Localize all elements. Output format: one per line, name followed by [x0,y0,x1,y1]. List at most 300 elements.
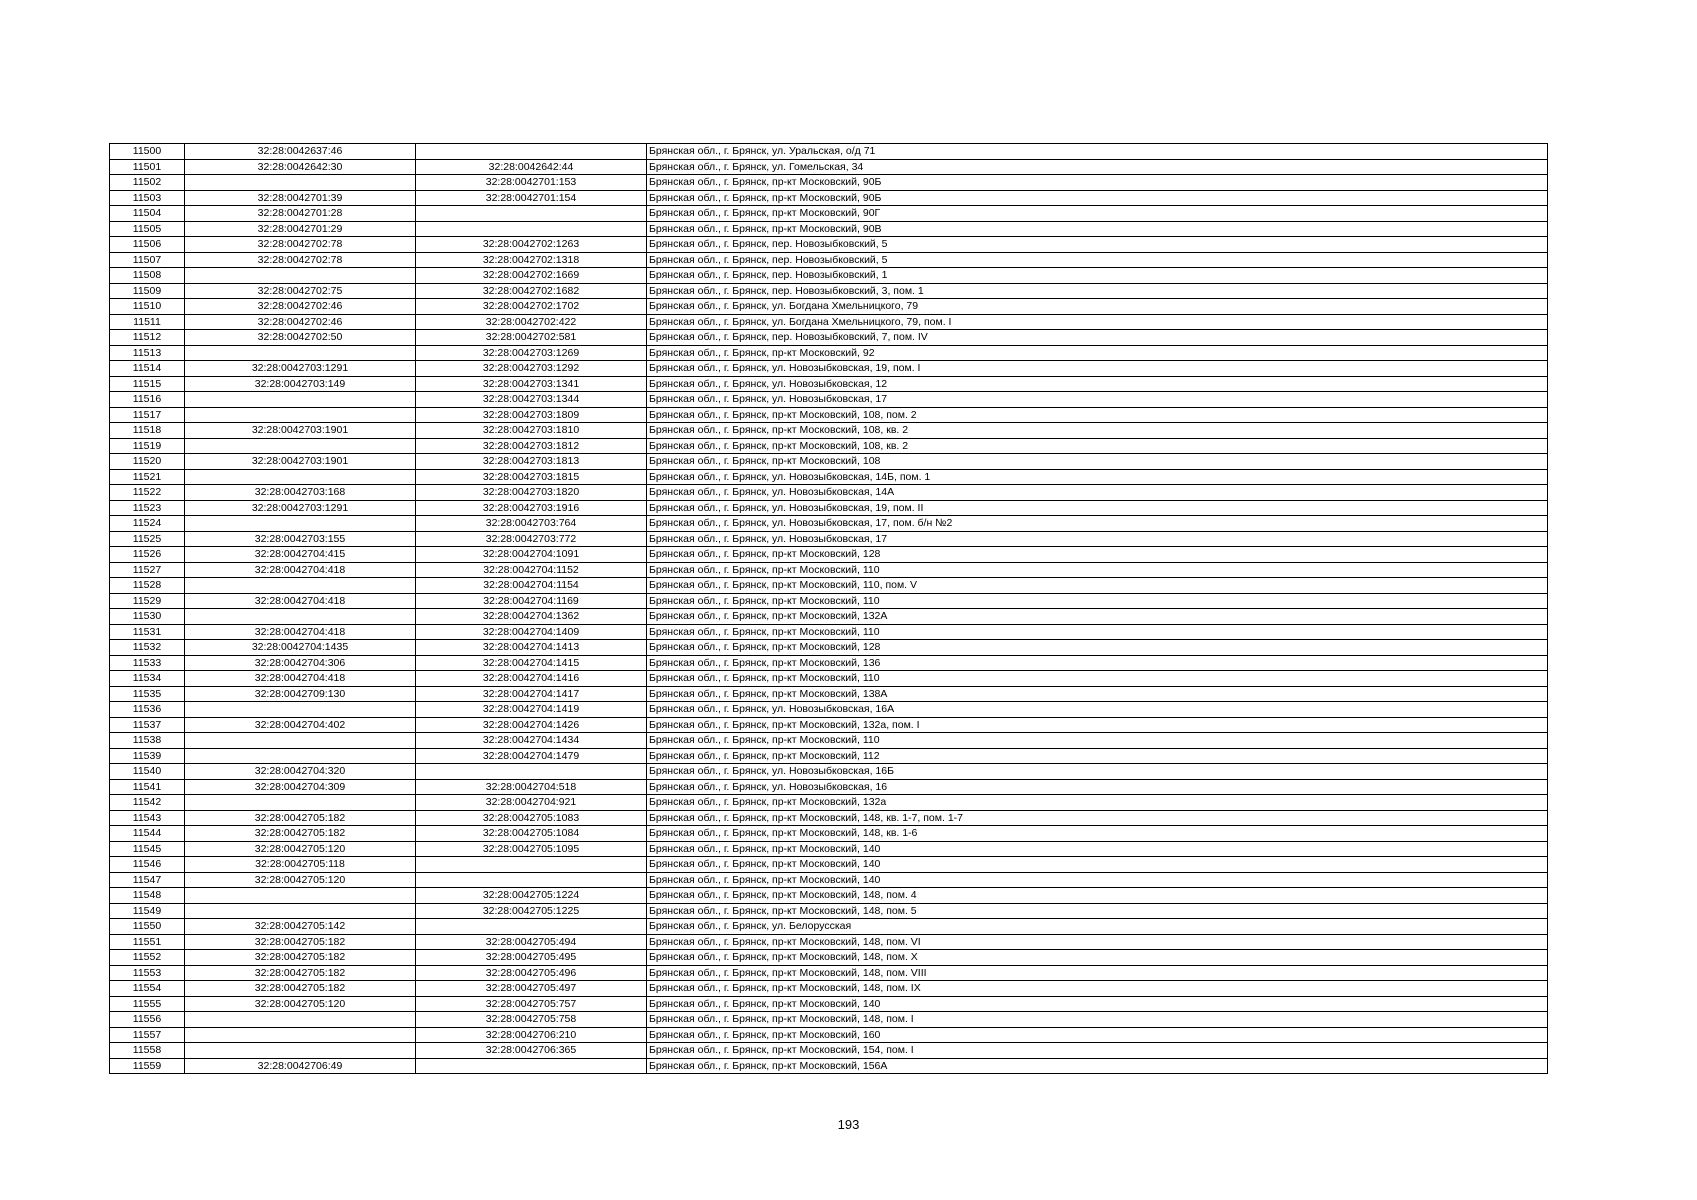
table-row [110,609,1548,625]
table-row [110,671,1548,687]
row-number-cell: 11529 [110,593,185,609]
object-cadastral-number-cell: 32:28:0042701:154 [416,190,647,206]
land-cadastral-number-cell: 32:28:0042702:46 [185,314,416,330]
object-cadastral-number-cell: 32:28:0042705:1224 [416,888,647,904]
table-row [110,531,1548,547]
row-number-cell: 11550 [110,919,185,935]
land-cadastral-number-cell [185,438,416,454]
land-cadastral-number-cell [185,748,416,764]
address-cell: Брянская обл., г. Брянск, пр-кт Московский, 128 [647,640,1548,656]
land-cadastral-number-cell: 32:28:0042702:78 [185,237,416,253]
address-cell: Брянская обл., г. Брянск, пр-кт Московский, 148, пом. X [647,950,1548,966]
land-cadastral-number-cell [185,795,416,811]
address-cell: Брянская обл., г. Брянск, пр-кт Московский, 148, пом. I [647,1012,1548,1028]
object-cadastral-number-cell: 32:28:0042703:1341 [416,376,647,392]
land-cadastral-number-cell [185,268,416,284]
address-cell: Брянская обл., г. Брянск, ул. Новозыбковская, 16Б [647,764,1548,780]
row-number-cell: 11513 [110,345,185,361]
row-number-cell: 11555 [110,996,185,1012]
address-cell: Брянская обл., г. Брянск, ул. Новозыбковская, 14Б, пом. 1 [647,469,1548,485]
land-cadastral-number-cell: 32:28:0042705:182 [185,934,416,950]
table-row [110,702,1548,718]
row-number-cell: 11547 [110,872,185,888]
row-number-cell: 11531 [110,624,185,640]
object-cadastral-number-cell: 32:28:0042705:1225 [416,903,647,919]
table-row [110,996,1548,1012]
address-cell: Брянская обл., г. Брянск, ул. Новозыбковская, 17, пом. б/н №2 [647,516,1548,532]
land-cadastral-number-cell [185,469,416,485]
object-cadastral-number-cell [416,872,647,888]
land-cadastral-number-cell: 32:28:0042704:309 [185,779,416,795]
land-cadastral-number-cell: 32:28:0042704:418 [185,593,416,609]
address-cell: Брянская обл., г. Брянск, пр-кт Московский, 108, кв. 2 [647,423,1548,439]
row-number-cell: 11556 [110,1012,185,1028]
row-number-cell: 11512 [110,330,185,346]
address-cell: Брянская обл., г. Брянск, пр-кт Московский, 112 [647,748,1548,764]
address-cell: Брянская обл., г. Брянск, ул. Новозыбковская, 16А [647,702,1548,718]
row-number-cell: 11535 [110,686,185,702]
address-cell: Брянская обл., г. Брянск, пр-кт Московский, 90Б [647,175,1548,191]
address-cell: Брянская обл., г. Брянск, пр-кт Московский, 132а, пом. I [647,717,1548,733]
land-cadastral-number-cell: 32:28:0042705:118 [185,857,416,873]
table-row [110,965,1548,981]
table-row [110,159,1548,175]
table-row [110,593,1548,609]
object-cadastral-number-cell: 32:28:0042704:1409 [416,624,647,640]
table-row [110,175,1548,191]
address-cell: Брянская обл., г. Брянск, пр-кт Московский, 148, пом. VIII [647,965,1548,981]
address-cell: Брянская обл., г. Брянск, пр-кт Московский, 148, пом. 5 [647,903,1548,919]
table-row [110,640,1548,656]
land-cadastral-number-cell: 32:28:0042705:142 [185,919,416,935]
row-number-cell: 11515 [110,376,185,392]
address-cell: Брянская обл., г. Брянск, ул. Уральская, о/д 71 [647,144,1548,160]
object-cadastral-number-cell: 32:28:0042705:757 [416,996,647,1012]
row-number-cell: 11507 [110,252,185,268]
table-row [110,934,1548,950]
address-cell: Брянская обл., г. Брянск, пр-кт Московский, 148, кв. 1-7, пом. 1-7 [647,810,1548,826]
table-row [110,345,1548,361]
land-cadastral-number-cell [185,1012,416,1028]
table-row [110,423,1548,439]
row-number-cell: 11528 [110,578,185,594]
address-cell: Брянская обл., г. Брянск, пер. Новозыбковский, 3, пом. 1 [647,283,1548,299]
table-row [110,361,1548,377]
land-cadastral-number-cell: 32:28:0042701:39 [185,190,416,206]
table-row [110,888,1548,904]
table-row [110,733,1548,749]
table-row [110,330,1548,346]
address-cell: Брянская обл., г. Брянск, пер. Новозыбковский, 5 [647,237,1548,253]
object-cadastral-number-cell: 32:28:0042702:1263 [416,237,647,253]
land-cadastral-number-cell: 32:28:0042705:120 [185,872,416,888]
object-cadastral-number-cell: 32:28:0042704:1416 [416,671,647,687]
land-cadastral-number-cell: 32:28:0042704:418 [185,671,416,687]
object-cadastral-number-cell: 32:28:0042703:1269 [416,345,647,361]
land-cadastral-number-cell [185,888,416,904]
object-cadastral-number-cell: 32:28:0042704:1413 [416,640,647,656]
row-number-cell: 11546 [110,857,185,873]
table-row [110,717,1548,733]
table-row [110,144,1548,160]
object-cadastral-number-cell: 32:28:0042702:1318 [416,252,647,268]
address-cell: Брянская обл., г. Брянск, пр-кт Московский, 110 [647,593,1548,609]
table-row [110,624,1548,640]
row-number-cell: 11522 [110,485,185,501]
address-cell: Брянская обл., г. Брянск, пр-кт Московский, 148, пом. IX [647,981,1548,997]
table-row [110,314,1548,330]
object-cadastral-number-cell: 32:28:0042706:365 [416,1043,647,1059]
table-row [110,981,1548,997]
address-cell: Брянская обл., г. Брянск, ул. Новозыбковская, 16 [647,779,1548,795]
object-cadastral-number-cell: 32:28:0042705:496 [416,965,647,981]
row-number-cell: 11541 [110,779,185,795]
object-cadastral-number-cell: 32:28:0042705:1083 [416,810,647,826]
address-cell: Брянская обл., г. Брянск, пр-кт Московский, 90В [647,221,1548,237]
registry-table-body [110,144,1548,1074]
land-cadastral-number-cell: 32:28:0042705:120 [185,841,416,857]
land-cadastral-number-cell: 32:28:0042703:1291 [185,361,416,377]
object-cadastral-number-cell: 32:28:0042703:1292 [416,361,647,377]
land-cadastral-number-cell: 32:28:0042702:78 [185,252,416,268]
row-number-cell: 11518 [110,423,185,439]
land-cadastral-number-cell [185,1027,416,1043]
address-cell: Брянская обл., г. Брянск, пр-кт Московский, 140 [647,872,1548,888]
address-cell: Брянская обл., г. Брянск, пр-кт Московский, 138А [647,686,1548,702]
table-row [110,500,1548,516]
object-cadastral-number-cell: 32:28:0042702:1682 [416,283,647,299]
table-row [110,857,1548,873]
table-row [110,562,1548,578]
table-row [110,950,1548,966]
land-cadastral-number-cell: 32:28:0042705:182 [185,810,416,826]
object-cadastral-number-cell [416,206,647,222]
row-number-cell: 11504 [110,206,185,222]
address-cell: Брянская обл., г. Брянск, пр-кт Московский, 108 [647,454,1548,470]
table-row [110,485,1548,501]
row-number-cell: 11521 [110,469,185,485]
land-cadastral-number-cell: 32:28:0042704:320 [185,764,416,780]
table-row [110,810,1548,826]
row-number-cell: 11506 [110,237,185,253]
land-cadastral-number-cell [185,903,416,919]
object-cadastral-number-cell: 32:28:0042704:921 [416,795,647,811]
address-cell: Брянская обл., г. Брянск, ул. Новозыбковская, 17 [647,392,1548,408]
land-cadastral-number-cell: 32:28:0042701:29 [185,221,416,237]
table-row [110,1043,1548,1059]
table-row [110,1058,1548,1074]
address-cell: Брянская обл., г. Брянск, ул. Новозыбковская, 12 [647,376,1548,392]
table-row [110,376,1548,392]
object-cadastral-number-cell: 32:28:0042702:422 [416,314,647,330]
table-row [110,392,1548,408]
land-cadastral-number-cell: 32:28:0042704:415 [185,547,416,563]
land-cadastral-number-cell: 32:28:0042704:402 [185,717,416,733]
table-row [110,407,1548,423]
table-row [110,826,1548,842]
object-cadastral-number-cell: 32:28:0042703:1815 [416,469,647,485]
table-row [110,516,1548,532]
address-cell: Брянская обл., г. Брянск, ул. Новозыбковская, 19, пом. I [647,361,1548,377]
land-cadastral-number-cell [185,407,416,423]
address-cell: Брянская обл., г. Брянск, пр-кт Московский, 140 [647,996,1548,1012]
land-cadastral-number-cell: 32:28:0042642:30 [185,159,416,175]
row-number-cell: 11552 [110,950,185,966]
land-cadastral-number-cell: 32:28:0042702:46 [185,299,416,315]
table-row [110,299,1548,315]
land-cadastral-number-cell: 32:28:0042703:155 [185,531,416,547]
land-cadastral-number-cell: 32:28:0042703:1901 [185,454,416,470]
row-number-cell: 11520 [110,454,185,470]
land-cadastral-number-cell: 32:28:0042704:1435 [185,640,416,656]
row-number-cell: 11505 [110,221,185,237]
object-cadastral-number-cell: 32:28:0042704:1362 [416,609,647,625]
row-number-cell: 11533 [110,655,185,671]
row-number-cell: 11534 [110,671,185,687]
land-cadastral-number-cell [185,702,416,718]
object-cadastral-number-cell: 32:28:0042706:210 [416,1027,647,1043]
row-number-cell: 11559 [110,1058,185,1074]
row-number-cell: 11538 [110,733,185,749]
row-number-cell: 11501 [110,159,185,175]
row-number-cell: 11532 [110,640,185,656]
object-cadastral-number-cell: 32:28:0042704:1152 [416,562,647,578]
table-row [110,283,1548,299]
table-row [110,578,1548,594]
table-row [110,469,1548,485]
row-number-cell: 11558 [110,1043,185,1059]
object-cadastral-number-cell: 32:28:0042705:1084 [416,826,647,842]
object-cadastral-number-cell: 32:28:0042702:1669 [416,268,647,284]
address-cell: Брянская обл., г. Брянск, пр-кт Московский, 110 [647,624,1548,640]
land-cadastral-number-cell [185,733,416,749]
row-number-cell: 11519 [110,438,185,454]
land-cadastral-number-cell [185,345,416,361]
address-cell: Брянская обл., г. Брянск, пр-кт Московский, 110 [647,562,1548,578]
address-cell: Брянская обл., г. Брянск, пр-кт Московский, 160 [647,1027,1548,1043]
address-cell: Брянская обл., г. Брянск, пр-кт Московский, 108, кв. 2 [647,438,1548,454]
object-cadastral-number-cell: 32:28:0042704:1415 [416,655,647,671]
address-cell: Брянская обл., г. Брянск, пер. Новозыбковский, 5 [647,252,1548,268]
object-cadastral-number-cell: 32:28:0042703:772 [416,531,647,547]
row-number-cell: 11516 [110,392,185,408]
address-cell: Брянская обл., г. Брянск, пр-кт Московский, 132а [647,795,1548,811]
address-cell: Брянская обл., г. Брянск, пр-кт Московский, 92 [647,345,1548,361]
table-row [110,903,1548,919]
land-cadastral-number-cell: 32:28:0042704:418 [185,624,416,640]
row-number-cell: 11523 [110,500,185,516]
object-cadastral-number-cell: 32:28:0042703:1809 [416,407,647,423]
row-number-cell: 11551 [110,934,185,950]
row-number-cell: 11542 [110,795,185,811]
land-cadastral-number-cell: 32:28:0042704:306 [185,655,416,671]
object-cadastral-number-cell [416,221,647,237]
table-row [110,779,1548,795]
table-row [110,764,1548,780]
object-cadastral-number-cell: 32:28:0042642:44 [416,159,647,175]
object-cadastral-number-cell: 32:28:0042705:1095 [416,841,647,857]
table-row [110,547,1548,563]
object-cadastral-number-cell: 32:28:0042703:1810 [416,423,647,439]
row-number-cell: 11539 [110,748,185,764]
table-row [110,748,1548,764]
land-cadastral-number-cell: 32:28:0042703:149 [185,376,416,392]
address-cell: Брянская обл., г. Брянск, пер. Новозыбковский, 7, пом. IV [647,330,1548,346]
table-row [110,841,1548,857]
row-number-cell: 11500 [110,144,185,160]
registry-table [109,143,1548,1074]
row-number-cell: 11557 [110,1027,185,1043]
land-cadastral-number-cell: 32:28:0042703:1901 [185,423,416,439]
land-cadastral-number-cell: 32:28:0042703:168 [185,485,416,501]
page-number: 193 [837,1117,860,1132]
object-cadastral-number-cell [416,764,647,780]
object-cadastral-number-cell: 32:28:0042705:497 [416,981,647,997]
object-cadastral-number-cell: 32:28:0042704:1419 [416,702,647,718]
address-cell: Брянская обл., г. Брянск, пер. Новозыбковский, 1 [647,268,1548,284]
object-cadastral-number-cell: 32:28:0042704:1434 [416,733,647,749]
land-cadastral-number-cell [185,516,416,532]
object-cadastral-number-cell [416,919,647,935]
land-cadastral-number-cell: 32:28:0042702:75 [185,283,416,299]
land-cadastral-number-cell [185,1043,416,1059]
table-row [110,1012,1548,1028]
land-cadastral-number-cell: 32:28:0042705:182 [185,826,416,842]
address-cell: Брянская обл., г. Брянск, ул. Белорусская [647,919,1548,935]
table-row [110,438,1548,454]
object-cadastral-number-cell: 32:28:0042704:1154 [416,578,647,594]
address-cell: Брянская обл., г. Брянск, пр-кт Московский, 108, пом. 2 [647,407,1548,423]
address-cell: Брянская обл., г. Брянск, пр-кт Московский, 128 [647,547,1548,563]
object-cadastral-number-cell: 32:28:0042702:581 [416,330,647,346]
row-number-cell: 11517 [110,407,185,423]
row-number-cell: 11540 [110,764,185,780]
land-cadastral-number-cell: 32:28:0042705:182 [185,981,416,997]
row-number-cell: 11509 [110,283,185,299]
table-row [110,872,1548,888]
row-number-cell: 11503 [110,190,185,206]
address-cell: Брянская обл., г. Брянск, пр-кт Московский, 140 [647,857,1548,873]
object-cadastral-number-cell [416,144,647,160]
table-row [110,919,1548,935]
address-cell: Брянская обл., г. Брянск, ул. Новозыбковская, 17 [647,531,1548,547]
land-cadastral-number-cell [185,175,416,191]
object-cadastral-number-cell: 32:28:0042705:758 [416,1012,647,1028]
row-number-cell: 11524 [110,516,185,532]
address-cell: Брянская обл., г. Брянск, ул. Богдана Хмельницкого, 79, пом. I [647,314,1548,330]
table-row [110,221,1548,237]
table-row [110,252,1548,268]
row-number-cell: 11525 [110,531,185,547]
object-cadastral-number-cell: 32:28:0042704:1169 [416,593,647,609]
row-number-cell: 11526 [110,547,185,563]
object-cadastral-number-cell: 32:28:0042705:494 [416,934,647,950]
address-cell: Брянская обл., г. Брянск, ул. Новозыбковская, 19, пом. II [647,500,1548,516]
row-number-cell: 11508 [110,268,185,284]
table-row [110,206,1548,222]
row-number-cell: 11553 [110,965,185,981]
table-row [110,454,1548,470]
land-cadastral-number-cell: 32:28:0042705:182 [185,965,416,981]
row-number-cell: 11548 [110,888,185,904]
address-cell: Брянская обл., г. Брянск, пр-кт Московский, 148, пом. 4 [647,888,1548,904]
row-number-cell: 11510 [110,299,185,315]
land-cadastral-number-cell: 32:28:0042706:49 [185,1058,416,1074]
address-cell: Брянская обл., г. Брянск, ул. Богдана Хмельницкого, 79 [647,299,1548,315]
row-number-cell: 11543 [110,810,185,826]
land-cadastral-number-cell: 32:28:0042703:1291 [185,500,416,516]
object-cadastral-number-cell: 32:28:0042704:1426 [416,717,647,733]
row-number-cell: 11544 [110,826,185,842]
land-cadastral-number-cell: 32:28:0042704:418 [185,562,416,578]
object-cadastral-number-cell: 32:28:0042704:1091 [416,547,647,563]
object-cadastral-number-cell: 32:28:0042703:1916 [416,500,647,516]
object-cadastral-number-cell [416,857,647,873]
table-row [110,655,1548,671]
row-number-cell: 11511 [110,314,185,330]
table-row [110,190,1548,206]
object-cadastral-number-cell: 32:28:0042704:1417 [416,686,647,702]
object-cadastral-number-cell: 32:28:0042703:1813 [416,454,647,470]
row-number-cell: 11502 [110,175,185,191]
address-cell: Брянская обл., г. Брянск, пр-кт Московский, 90Б [647,190,1548,206]
address-cell: Брянская обл., г. Брянск, пр-кт Московский, 132А [647,609,1548,625]
table-row [110,686,1548,702]
table-row [110,1027,1548,1043]
row-number-cell: 11554 [110,981,185,997]
address-cell: Брянская обл., г. Брянск, пр-кт Московский, 140 [647,841,1548,857]
address-cell: Брянская обл., г. Брянск, пр-кт Московский, 110 [647,671,1548,687]
land-cadastral-number-cell: 32:28:0042709:130 [185,686,416,702]
table-row [110,268,1548,284]
address-cell: Брянская обл., г. Брянск, пр-кт Московский, 136 [647,655,1548,671]
table-row [110,237,1548,253]
address-cell: Брянская обл., г. Брянск, пр-кт Московский, 154, пом. I [647,1043,1548,1059]
object-cadastral-number-cell: 32:28:0042702:1702 [416,299,647,315]
row-number-cell: 11549 [110,903,185,919]
object-cadastral-number-cell: 32:28:0042703:1812 [416,438,647,454]
object-cadastral-number-cell: 32:28:0042701:153 [416,175,647,191]
address-cell: Брянская обл., г. Брянск, пр-кт Московский, 110 [647,733,1548,749]
address-cell: Брянская обл., г. Брянск, пр-кт Московский, 148, пом. VI [647,934,1548,950]
object-cadastral-number-cell: 32:28:0042703:1820 [416,485,647,501]
object-cadastral-number-cell: 32:28:0042703:1344 [416,392,647,408]
object-cadastral-number-cell: 32:28:0042703:764 [416,516,647,532]
land-cadastral-number-cell [185,609,416,625]
object-cadastral-number-cell: 32:28:0042704:1479 [416,748,647,764]
row-number-cell: 11530 [110,609,185,625]
object-cadastral-number-cell: 32:28:0042705:495 [416,950,647,966]
row-number-cell: 11514 [110,361,185,377]
land-cadastral-number-cell [185,578,416,594]
row-number-cell: 11527 [110,562,185,578]
object-cadastral-number-cell: 32:28:0042704:518 [416,779,647,795]
object-cadastral-number-cell [416,1058,647,1074]
address-cell: Брянская обл., г. Брянск, ул. Новозыбковская, 14А [647,485,1548,501]
address-cell: Брянская обл., г. Брянск, ул. Гомельская, 34 [647,159,1548,175]
row-number-cell: 11545 [110,841,185,857]
land-cadastral-number-cell: 32:28:0042705:182 [185,950,416,966]
address-cell: Брянская обл., г. Брянск, пр-кт Московский, 90Г [647,206,1548,222]
address-cell: Брянская обл., г. Брянск, пр-кт Московский, 110, пом. V [647,578,1548,594]
row-number-cell: 11537 [110,717,185,733]
land-cadastral-number-cell: 32:28:0042637:46 [185,144,416,160]
land-cadastral-number-cell [185,392,416,408]
land-cadastral-number-cell: 32:28:0042701:28 [185,206,416,222]
land-cadastral-number-cell: 32:28:0042705:120 [185,996,416,1012]
land-cadastral-number-cell: 32:28:0042702:50 [185,330,416,346]
address-cell: Брянская обл., г. Брянск, пр-кт Московский, 156А [647,1058,1548,1074]
